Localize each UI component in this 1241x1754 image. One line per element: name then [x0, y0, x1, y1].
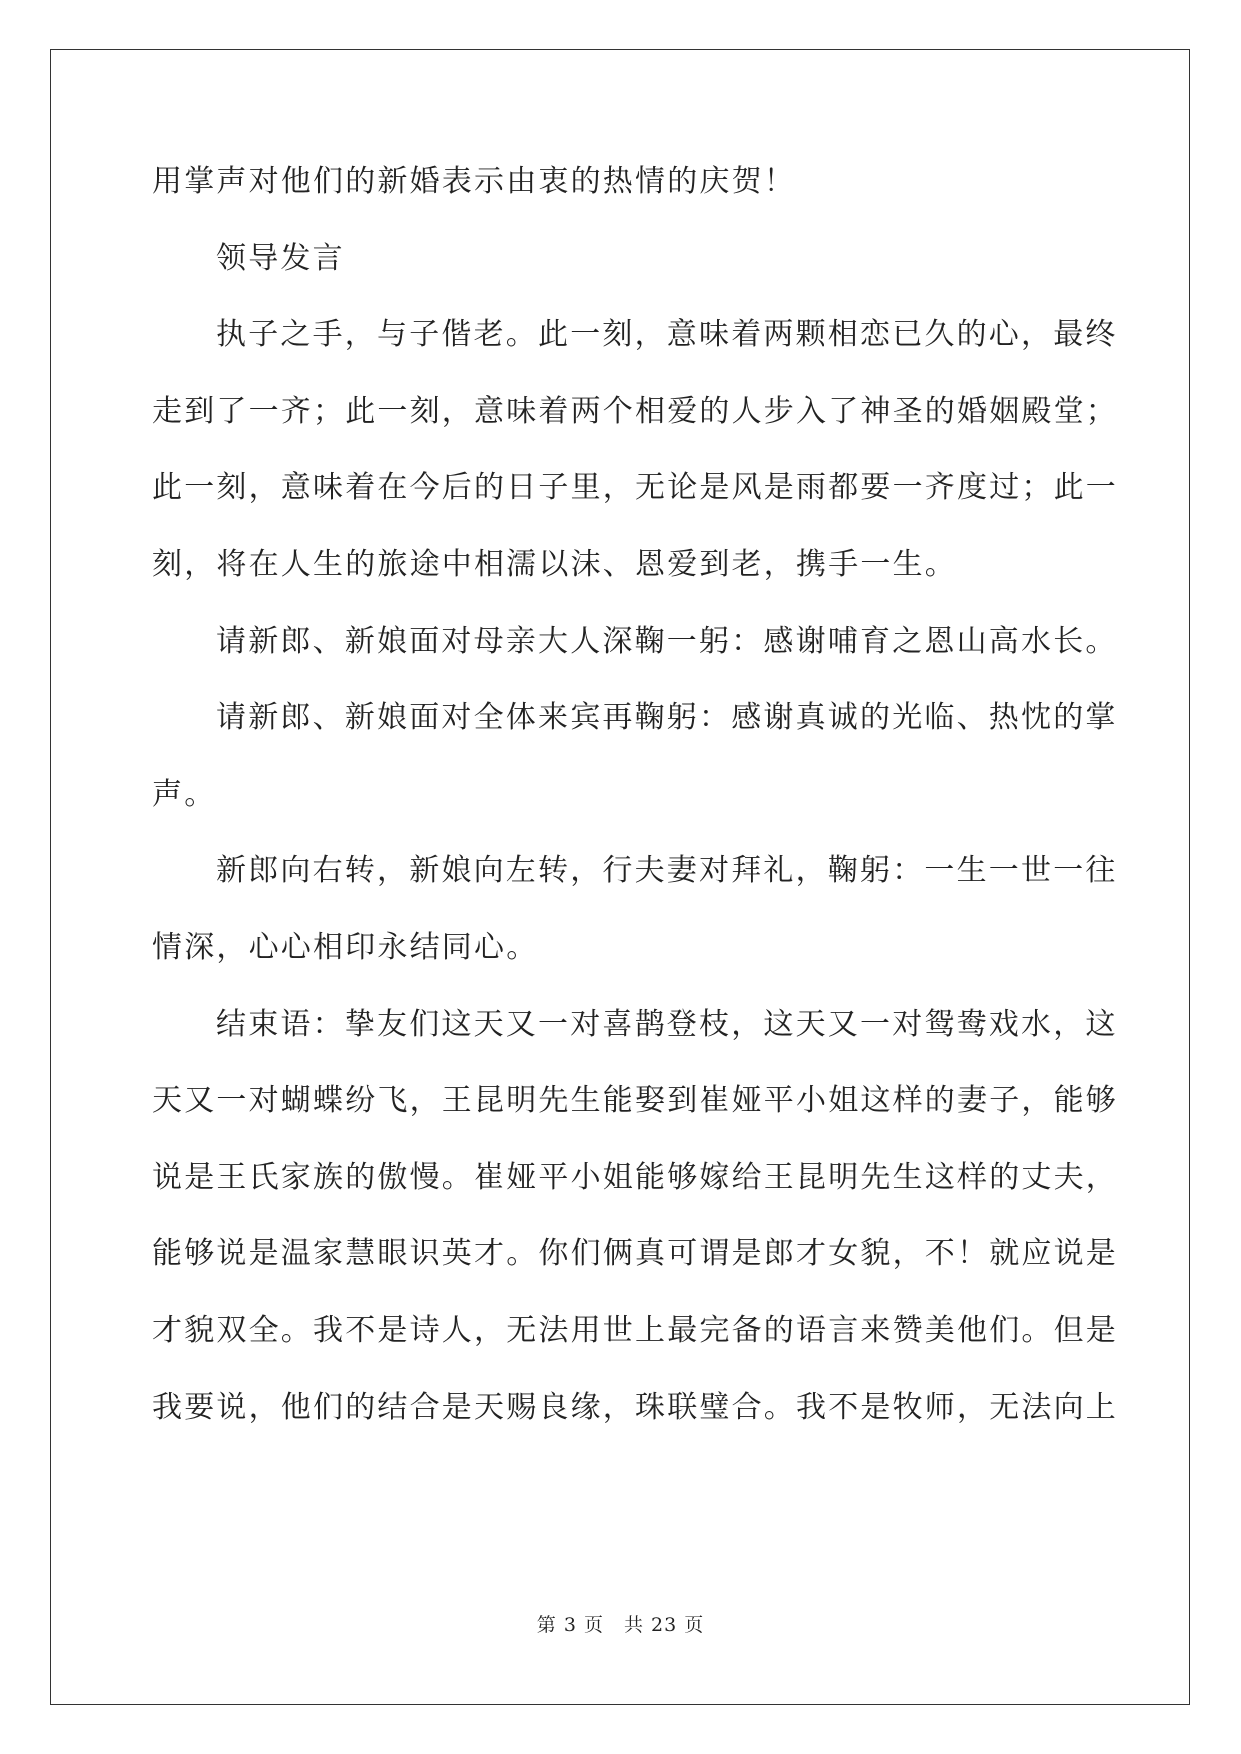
text-line: 执子之手，与子偕老。此一刻，意味着两颗相恋已久的心，最终: [216, 317, 1118, 353]
text-line: 结束语：挚友们这天又一对喜鹊登枝，这天又一对鸳鸯戏水，这: [216, 1006, 1118, 1042]
text-line: 说是王氏家族的傲慢。崔娅平小姐能够嫁给王昆明先生这样的丈夫，: [152, 1159, 1118, 1195]
text-line: 我要说，他们的结合是天赐良缘，珠联璧合。我不是牧师，无法向上: [152, 1389, 1118, 1425]
text-line: 请新郎、新娘面对全体来宾再鞠躬：感谢真诚的光临、热忱的掌: [216, 700, 1118, 736]
text-line: 刻，将在人生的旅途中相濡以沫、恩爱到老，携手一生。: [152, 546, 957, 582]
text-line: 用掌声对他们的新婚表示由衷的热情的庆贺！: [152, 164, 796, 199]
text-line: 情深，心心相印永结同心。: [152, 929, 539, 965]
text-line: 请新郎、新娘面对母亲大人深鞠一躬：感谢哺育之恩山高水长。: [216, 623, 1118, 659]
text-line: 才貌双全。我不是诗人，无法用世上最完备的语言来赞美他们。但是: [152, 1312, 1118, 1348]
section-heading: 领导发言: [216, 240, 345, 276]
page-number: 第 3 页 共 23 页: [536, 1614, 705, 1636]
text-line: 走到了一齐；此一刻，意味着两个相爱的人步入了神圣的婚姻殿堂；: [152, 393, 1118, 429]
text-line: 新郎向右转，新娘向左转，行夫妻对拜礼，鞠躬：一生一世一往: [216, 853, 1118, 889]
text-line: 声。: [152, 776, 217, 812]
text-line: 此一刻，意味着在今后的日子里，无论是风是雨都要一齐度过；此一: [152, 470, 1118, 506]
text-line: 能够说是温家慧眼识英才。你们俩真可谓是郎才女貌，不！就应说是: [152, 1236, 1118, 1272]
text-line: 天又一对蝴蝶纷飞，王昆明先生能娶到崔娅平小姐这样的妻子，能够: [152, 1083, 1118, 1119]
document-body: [152, 161, 1118, 1463]
